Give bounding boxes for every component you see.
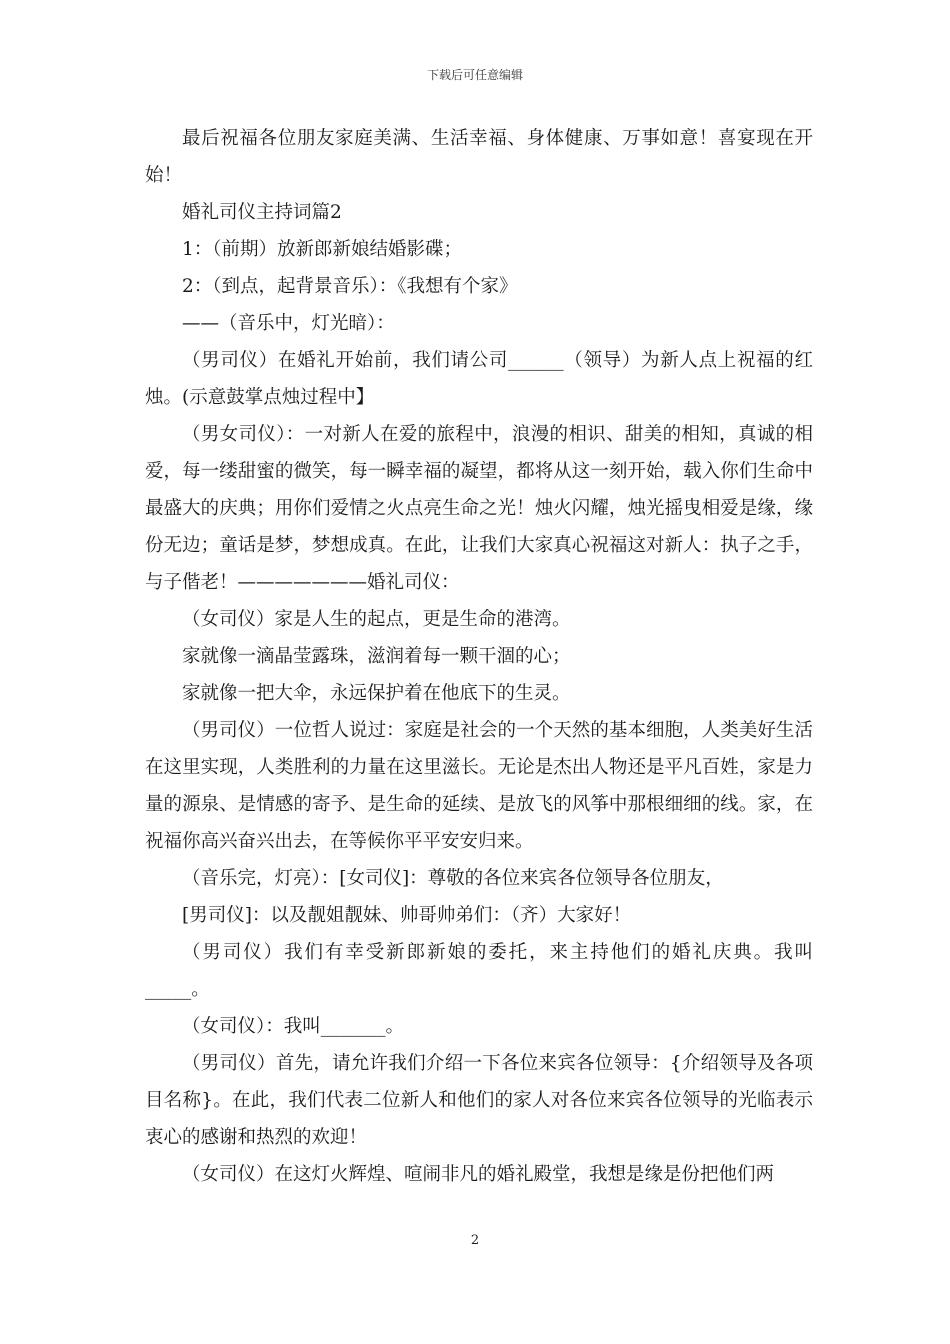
paragraph: 家就像一滴晶莹露珠，滋润着每一颗干涸的心；: [182, 646, 571, 667]
paragraph: （女司仪）家是人生的起点，更是生命的港湾。: [182, 609, 571, 630]
document-body: [145, 120, 813, 1193]
paragraph: [男司仪]：以及靓姐靓妹、帅哥帅弟们：（齐）大家好！: [182, 905, 632, 926]
paragraph: （男司仪）在婚礼开始前，我们请公司______（领导）为新人点上祝福的红烛。(示意鼓掌点烛过程中】: [145, 350, 813, 408]
paragraph: （女司仪）：我叫_______。: [182, 1016, 405, 1037]
paragraph: ——（音乐中，灯光暗）：: [182, 313, 395, 334]
paragraph: （男女司仪）：一对新人在爱的旅程中，浪漫的相识、甜美的相知，真诚的相爱，每一缕甜蜜的微笑，每一瞬幸福的凝望，都将从这一刻开始，载入你们生命中最盛大的庆典；用你们爱情之火点亮生命之光！烛火闪耀，烛光摇曳相爱是缘，缘份无边；童话是梦，梦想成真。在此，让我们大家真心祝福这对新人：执子之手，与子偕老！———————婚礼司仪：: [145, 424, 813, 593]
section-title: 婚礼司仪主持词篇2: [182, 202, 342, 223]
paragraph: 最后祝福各位朋友家庭美满、生活幸福、身体健康、万事如意！喜宴现在开始！: [145, 128, 813, 186]
paragraph: （音乐完，灯亮）：[女司仪]：尊敬的各位来宾各位领导各位朋友，: [182, 868, 724, 889]
paragraph: 家就像一把大伞，永远保护着在他底下的生灵。: [182, 683, 571, 704]
paragraph: 2：（到点，起背景音乐）：《我想有个家》: [182, 276, 518, 297]
paragraph: （男司仪）一位哲人说过：家庭是社会的一个天然的基本细胞，人类美好生活在这里实现，人类胜利的力量在这里滋长。无论是杰出人物还是平凡百姓，家是力量的源泉、是情感的寄予、是生命的延续、是放飞的风筝中那根细细的线。家，在祝福你高兴奋兴出去，在等候你平平安安归来。: [145, 720, 813, 852]
paragraph: （女司仪）在这灯火辉煌、喧闹非凡的婚礼殿堂，我想是缘是份把他们两: [182, 1164, 775, 1185]
page-header: 下载后可任意编辑: [426, 68, 523, 82]
paragraph: 1：（前期）放新郎新娘结婚影碟；: [182, 239, 463, 260]
paragraph: （男司仪）首先，请允许我们介绍一下各位来宾各位领导：{介绍领导及各项目名称}。在此，我们代表二位新人和他们的家人对各位来宾各位领导的光临表示衷心的感谢和热烈的欢迎！: [145, 1053, 813, 1148]
page-number: 2: [470, 1233, 480, 1248]
paragraph: （男司仪）我们有幸受新郎新娘的委托，来主持他们的婚礼庆典。我叫_____。: [145, 942, 813, 1000]
